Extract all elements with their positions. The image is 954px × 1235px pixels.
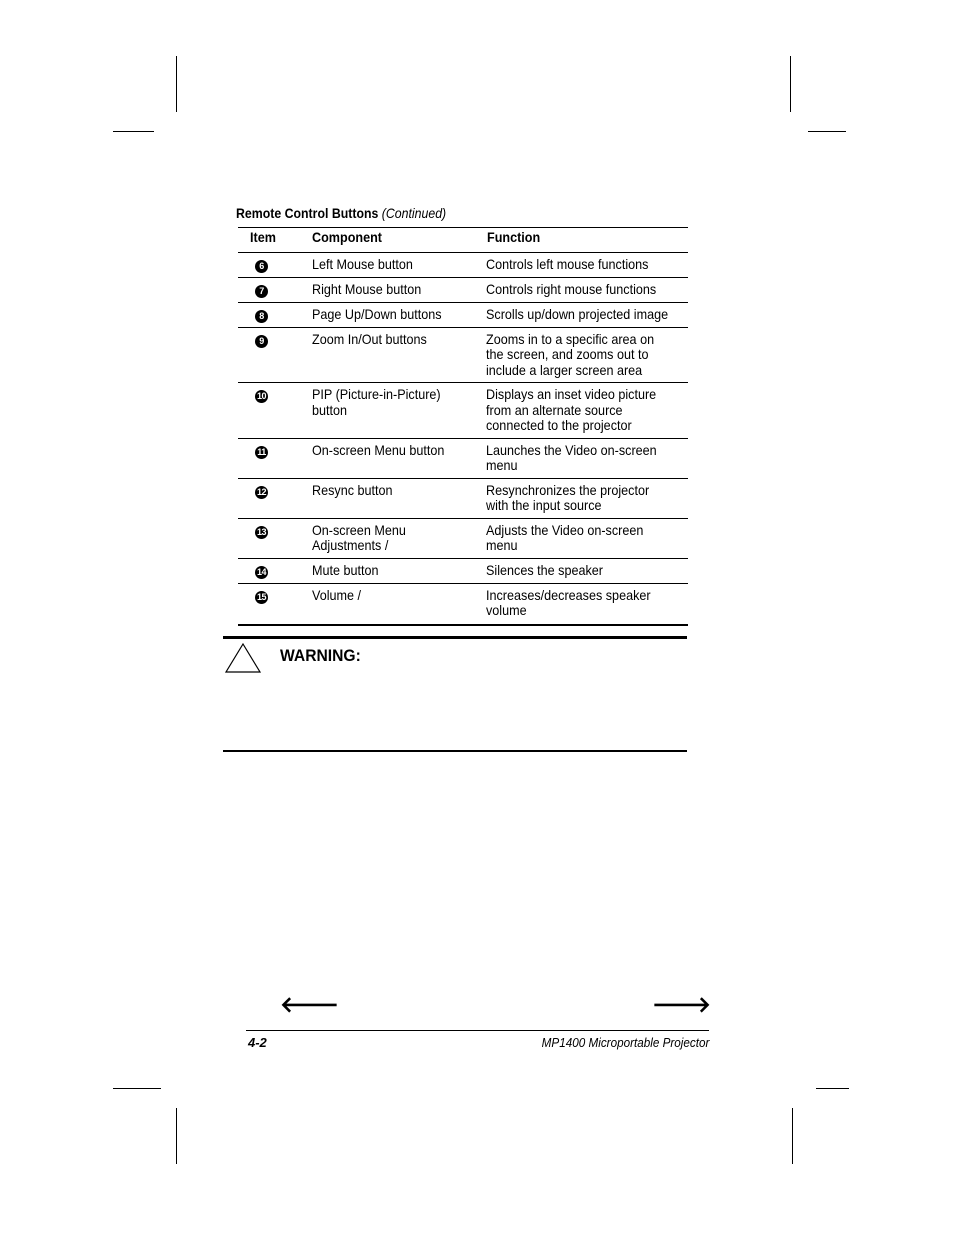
table-row bbox=[238, 558, 688, 583]
function-cell bbox=[483, 383, 688, 439]
caption-title: Remote Control Buttons bbox=[236, 205, 379, 221]
table-row bbox=[238, 438, 688, 478]
caption-suffix: (Continued) bbox=[381, 205, 447, 221]
item-number-badge: 7 bbox=[255, 285, 268, 298]
item-number-badge: 6 bbox=[255, 260, 268, 273]
component-cell bbox=[309, 252, 483, 277]
crop-mark bbox=[113, 131, 154, 132]
function-cell-line: from an alternate source bbox=[485, 401, 623, 418]
table-body bbox=[238, 252, 688, 625]
item-number-badge: 10 bbox=[256, 391, 266, 401]
remote-control-table bbox=[238, 227, 688, 626]
function-cell-line: with the input source bbox=[485, 497, 602, 513]
item-number-badge: 12 bbox=[256, 486, 266, 497]
component-cell-line: On-screen Menu bbox=[312, 521, 407, 538]
item-cell bbox=[238, 438, 309, 478]
page-number: 4-2 bbox=[248, 1035, 267, 1050]
warning-triangle-icon bbox=[224, 642, 262, 674]
item-number-badge: 11 bbox=[255, 446, 268, 459]
component-cell-line: Left Mouse button bbox=[312, 255, 414, 272]
function-cell bbox=[483, 252, 688, 277]
function-cell-line: Adjusts the Video on-screen bbox=[485, 521, 644, 538]
function-cell-line: Silences the speaker bbox=[485, 561, 603, 578]
component-cell bbox=[309, 558, 483, 583]
component-cell bbox=[309, 277, 483, 302]
item-cell bbox=[238, 252, 309, 277]
component-cell-line: Zoom In/Out buttons bbox=[312, 330, 428, 347]
table-row bbox=[238, 518, 688, 558]
item-cell bbox=[238, 583, 309, 625]
function-cell bbox=[483, 277, 688, 302]
function-cell-line: Displays an inset video picture bbox=[485, 386, 656, 402]
function-cell-line: Controls left mouse functions bbox=[485, 255, 649, 272]
function-cell-line: Scrolls up/down projected image bbox=[485, 305, 668, 322]
item-number-badge: 8 bbox=[255, 310, 268, 323]
table-row bbox=[238, 277, 688, 302]
component-cell bbox=[309, 438, 483, 478]
right-arrow-icon[interactable]: 🡒 bbox=[652, 993, 711, 1018]
function-cell-line: menu bbox=[485, 457, 518, 473]
item-number-badge: 15 bbox=[256, 591, 266, 602]
function-cell-line: connected to the projector bbox=[485, 417, 632, 433]
crop-mark bbox=[176, 56, 177, 112]
table-row bbox=[238, 583, 688, 625]
crop-mark bbox=[790, 56, 791, 112]
component-cell-line: Page Up/Down buttons bbox=[312, 305, 442, 322]
warning-bottom-rule bbox=[223, 750, 687, 752]
warning-label: WARNING: bbox=[280, 646, 361, 665]
item-number-badge: 9 bbox=[255, 335, 268, 348]
table-row bbox=[238, 252, 688, 277]
item-cell bbox=[238, 558, 309, 583]
item-number-badge: 14 bbox=[256, 566, 266, 577]
function-cell bbox=[483, 438, 688, 478]
crop-mark bbox=[808, 131, 846, 132]
crop-mark bbox=[792, 1108, 793, 1164]
function-cell-line: Controls right mouse functions bbox=[485, 280, 656, 297]
function-cell-line: the screen, and zooms out to bbox=[485, 346, 649, 362]
crop-mark bbox=[816, 1088, 849, 1089]
function-cell bbox=[483, 558, 688, 583]
function-cell bbox=[483, 478, 688, 518]
function-cell-line: volume bbox=[485, 602, 527, 618]
item-cell bbox=[238, 302, 309, 327]
component-cell bbox=[309, 583, 483, 625]
header-component: Component bbox=[309, 228, 483, 253]
crop-mark bbox=[176, 1108, 177, 1164]
item-cell bbox=[238, 327, 309, 383]
footer-rule bbox=[246, 1030, 709, 1031]
function-cell bbox=[483, 302, 688, 327]
function-cell bbox=[483, 327, 688, 383]
component-cell-line: Volume / bbox=[312, 586, 362, 603]
warning-top-rule bbox=[223, 636, 687, 639]
table-row bbox=[238, 302, 688, 327]
function-cell bbox=[483, 518, 688, 558]
header-function: Function bbox=[483, 228, 688, 253]
component-cell bbox=[309, 302, 483, 327]
document-title: MP1400 Microportable Projector bbox=[541, 1035, 709, 1050]
component-cell-line: PIP (Picture-in-Picture) bbox=[312, 386, 441, 402]
item-cell bbox=[238, 383, 309, 439]
component-cell-line: Right Mouse button bbox=[312, 280, 422, 297]
left-arrow-icon[interactable]: 🡐 bbox=[280, 993, 339, 1018]
table-row bbox=[238, 327, 688, 383]
component-cell-line: On-screen Menu button bbox=[312, 441, 445, 458]
function-cell-line: include a larger screen area bbox=[485, 361, 642, 378]
item-number-badge: 13 bbox=[256, 526, 266, 537]
function-cell-line: Resynchronizes the projector bbox=[485, 481, 649, 498]
table-header-row bbox=[238, 228, 688, 253]
component-cell-line: button bbox=[312, 401, 348, 418]
function-cell-line: Increases/decreases speaker bbox=[485, 586, 651, 603]
table-caption bbox=[236, 205, 446, 221]
function-cell-line: Zooms in to a specific area on bbox=[485, 330, 654, 347]
component-cell-line: Adjustments / bbox=[312, 537, 389, 553]
component-cell bbox=[309, 327, 483, 383]
component-cell bbox=[309, 478, 483, 518]
component-cell-line: Resync button bbox=[312, 481, 393, 498]
function-cell bbox=[483, 583, 688, 625]
function-cell-line: menu bbox=[485, 537, 518, 553]
component-cell bbox=[309, 518, 483, 558]
component-cell bbox=[309, 383, 483, 439]
item-cell bbox=[238, 277, 309, 302]
header-item: Item bbox=[238, 228, 309, 253]
table-row bbox=[238, 383, 688, 439]
item-cell bbox=[238, 478, 309, 518]
item-cell bbox=[238, 518, 309, 558]
table-row bbox=[238, 478, 688, 518]
crop-mark bbox=[113, 1088, 161, 1089]
component-cell-line: Mute button bbox=[312, 561, 379, 578]
function-cell-line: Launches the Video on-screen bbox=[485, 441, 657, 458]
